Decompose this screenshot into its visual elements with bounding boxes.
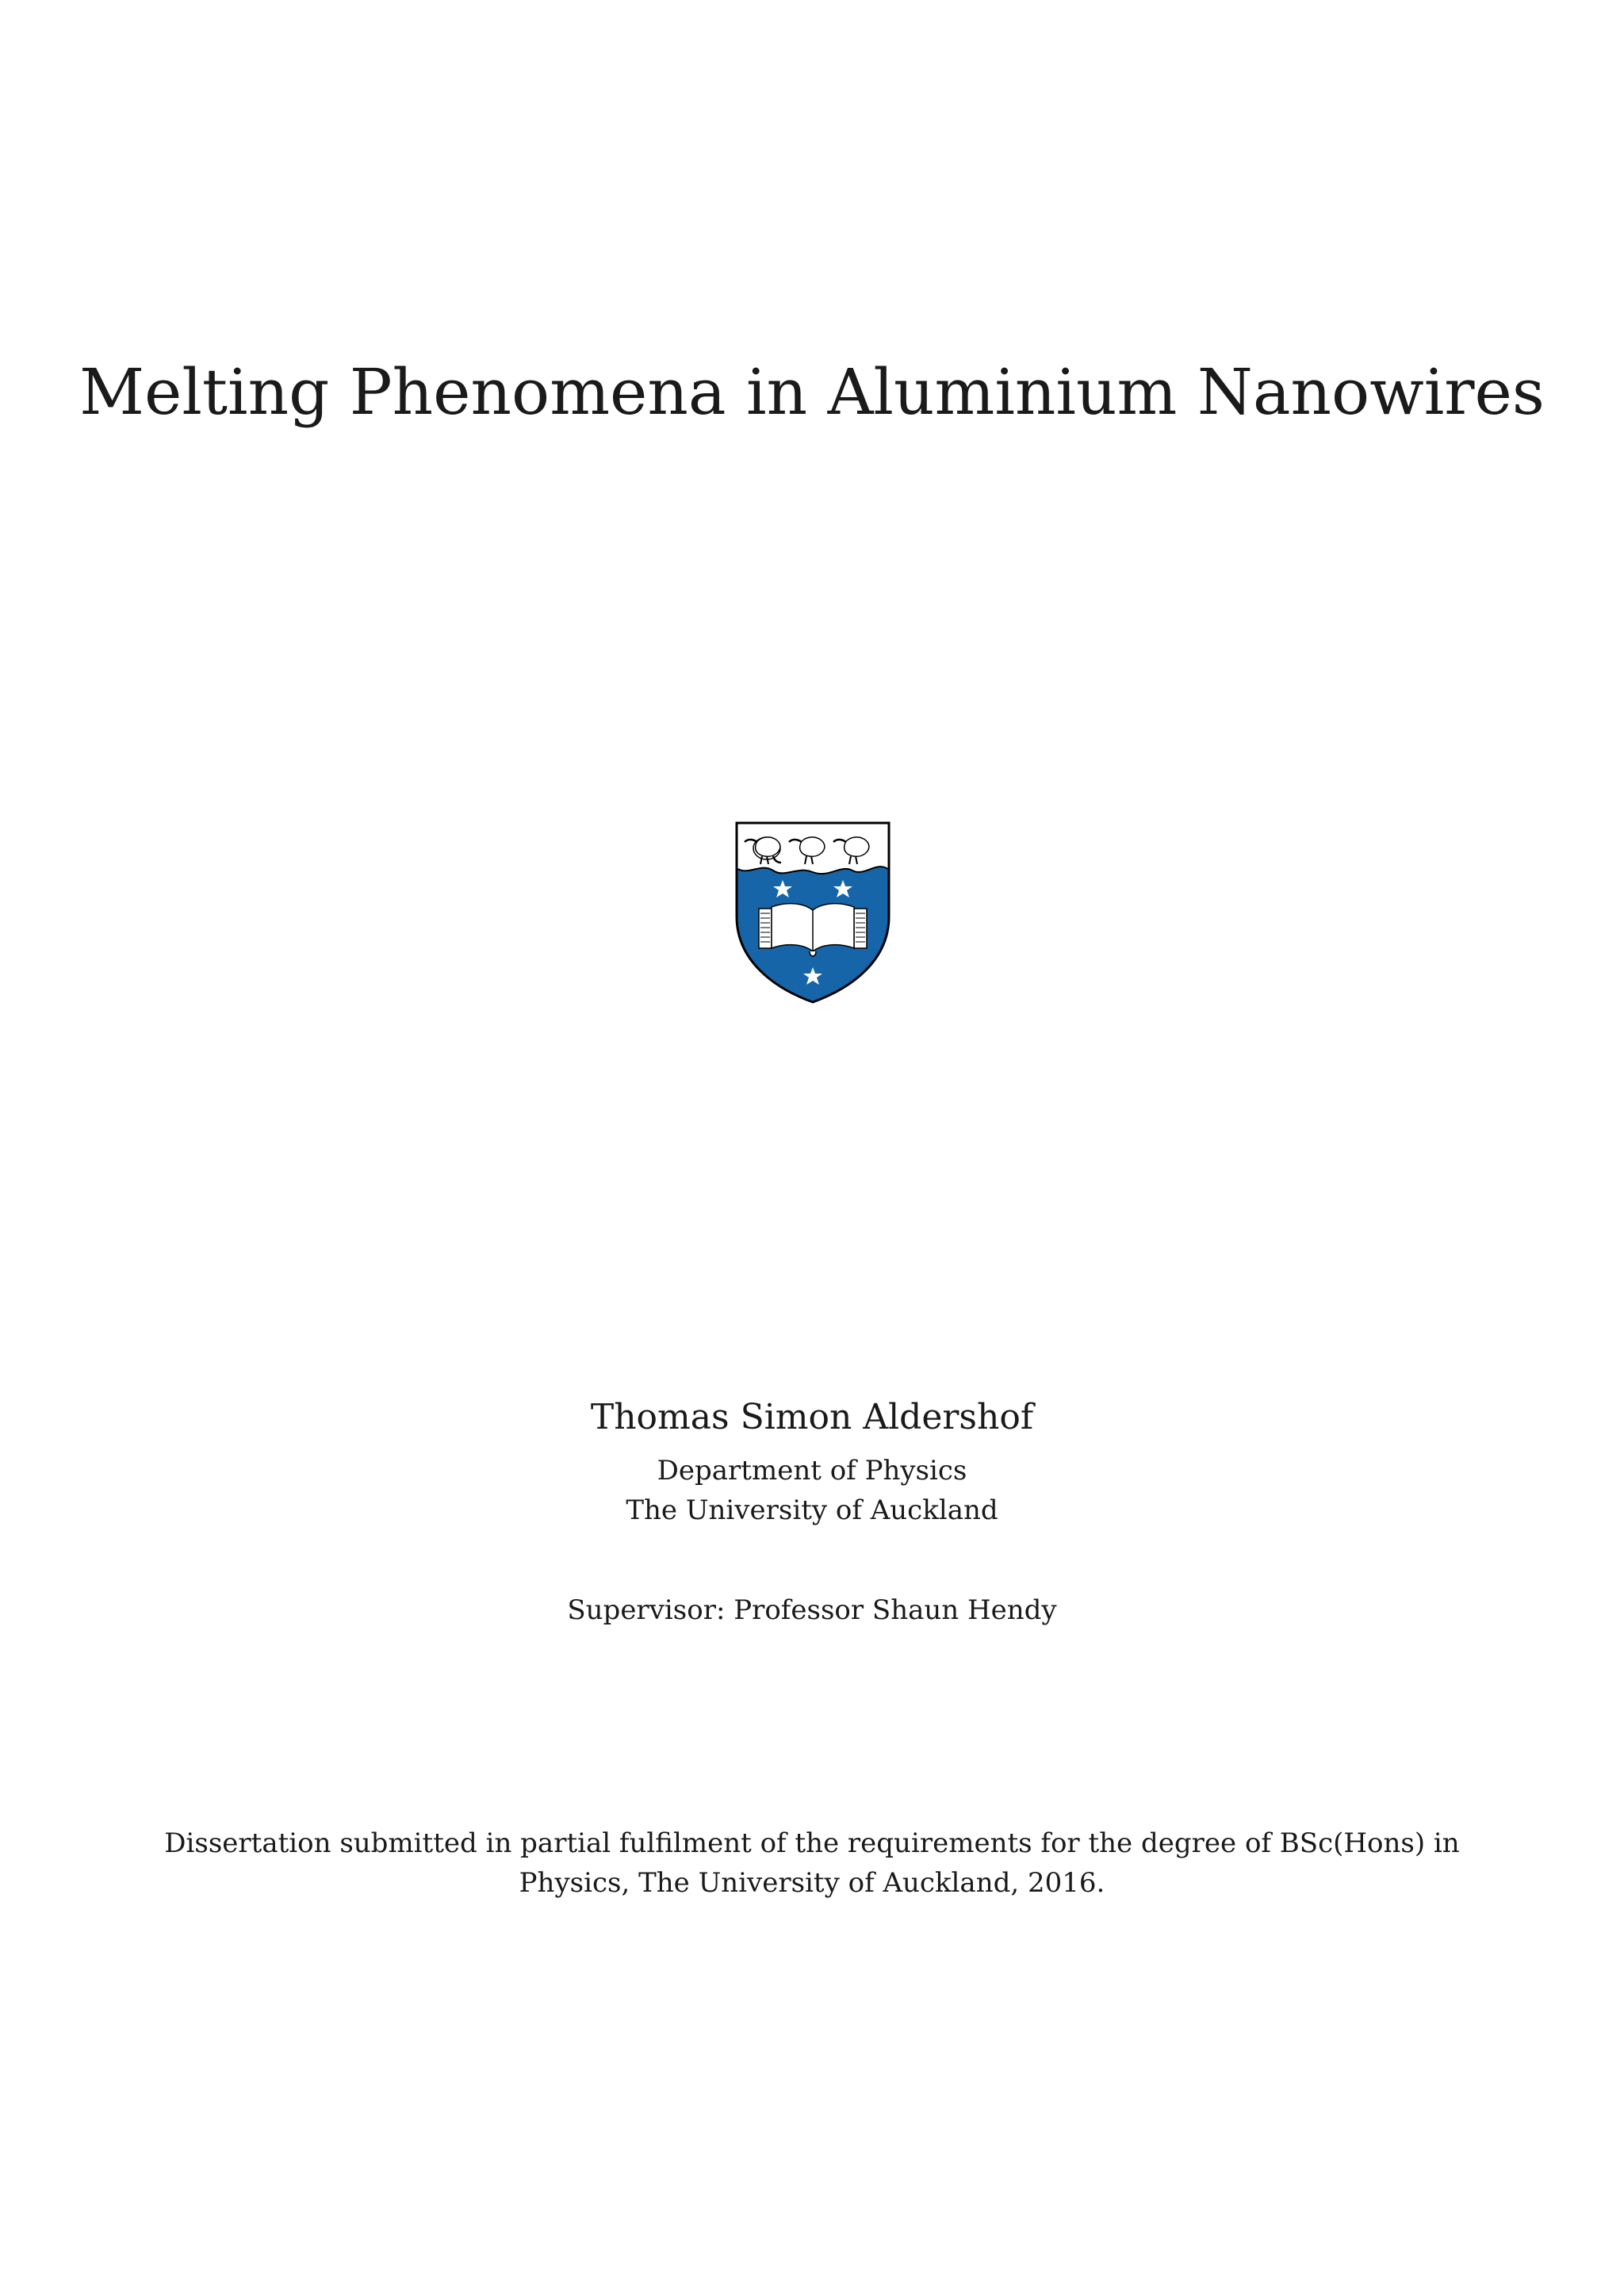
statement-line-1: Dissertation submitted in partial fulfilment of the requirements for the degree of BSc(Hons) in — [164, 1827, 1460, 1859]
affiliation — [0, 1451, 1624, 1530]
university-crest-icon — [733, 821, 892, 1004]
supervisor: Supervisor: Professor Shaun Hendy — [567, 1594, 1057, 1626]
university: The University of Auckland — [626, 1494, 998, 1526]
submission-statement — [159, 1823, 1465, 1903]
statement-line-2: Physics, The University of Auckland, 2016. — [519, 1867, 1105, 1899]
department: Department of Physics — [657, 1455, 967, 1487]
author-name: Thomas Simon Aldershof — [590, 1397, 1034, 1437]
thesis-title: Melting Phenomena in Aluminium Nanowires — [79, 355, 1545, 429]
